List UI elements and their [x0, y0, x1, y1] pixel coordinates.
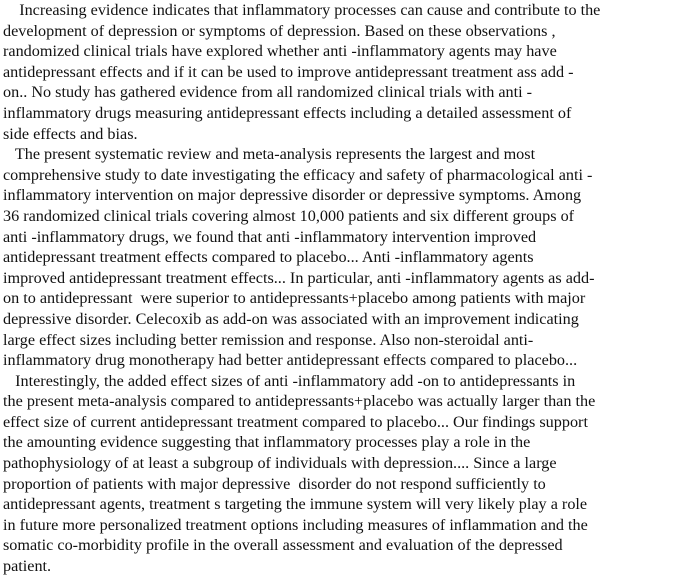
text-line: Interestingly, the added effect sizes of anti -inflammatory add -on to antidepressants in [3, 371, 576, 390]
text-line: anti -inflammatory drugs, we found that anti -inflammatory intervention improved [3, 227, 537, 246]
paragraph [3, 371, 674, 577]
paragraph [3, 0, 674, 144]
text-line: antidepressant effects and if it can be used to improve antidepressant treatment ass add - [3, 62, 574, 81]
text-line: somatic co-morbidity profile in the overall assessment and evaluation of the depressed [3, 536, 563, 555]
text-line: in future more personalized treatment options including measures of inflammation and the [3, 515, 588, 534]
paragraph [3, 144, 674, 371]
text-line: depressive disorder. Celecoxib as add-on was associated with an improvement indicating [3, 309, 579, 328]
text-line: antidepressant agents, treatment s targeting the immune system will very likely play a role [3, 495, 588, 514]
text-line: 36 randomized clinical trials covering almost 10,000 patients and six different groups of [3, 206, 575, 225]
text-line: pathophysiology of at least a subgroup of individuals with depression.... Since a large [3, 454, 557, 473]
text-line: effect size of current antidepressant treatment compared to placebo... Our findings support [3, 412, 588, 431]
text-line: Increasing evidence indicates that inflammatory processes can cause and contribute to the [3, 1, 601, 19]
text-line: on to antidepressant were superior to antidepressants+placebo among patients with major [3, 289, 586, 308]
text-line: on.. No study has gathered evidence from all randomized clinical trials with anti - [3, 83, 533, 102]
text-line: the present meta-analysis compared to antidepressants+placebo was actually larger than the [3, 392, 596, 411]
text-line: development of depression or symptoms of depression. Based on these observations , [3, 21, 556, 40]
text-line: large effect sizes including better remission and response. Also non-steroidal anti- [3, 330, 534, 349]
text-line: improved antidepressant treatment effects... In particular, anti -inflammatory agents as add- [3, 268, 595, 287]
text-line: proportion of patients with major depressive disorder do not respond sufficiently to [3, 474, 546, 493]
text-line: patient. [3, 557, 52, 576]
paragraph-container [3, 0, 674, 577]
text-line: randomized clinical trials have explored whether anti -inflammatory agents may have [3, 42, 557, 61]
text-line: side effects and bias. [3, 124, 138, 143]
text-line: comprehensive study to date investigating the efficacy and safety of pharmacological anti - [3, 165, 593, 184]
text-line: inflammatory intervention on major depressive disorder or depressive symptoms. Among [3, 186, 582, 205]
text-line: inflammatory drug monotherapy had better antidepressant effects compared to placebo... [3, 351, 578, 370]
text-line: inflammatory drugs measuring antidepressant effects including a detailed assessment of [3, 103, 572, 122]
text-line: the amounting evidence suggesting that inflammatory processes play a role in the [3, 433, 531, 452]
text-line: antidepressant treatment effects compared to placebo... Anti -inflammatory agents [3, 248, 534, 267]
text-line: The present systematic review and meta-analysis represents the largest and most [3, 145, 536, 164]
